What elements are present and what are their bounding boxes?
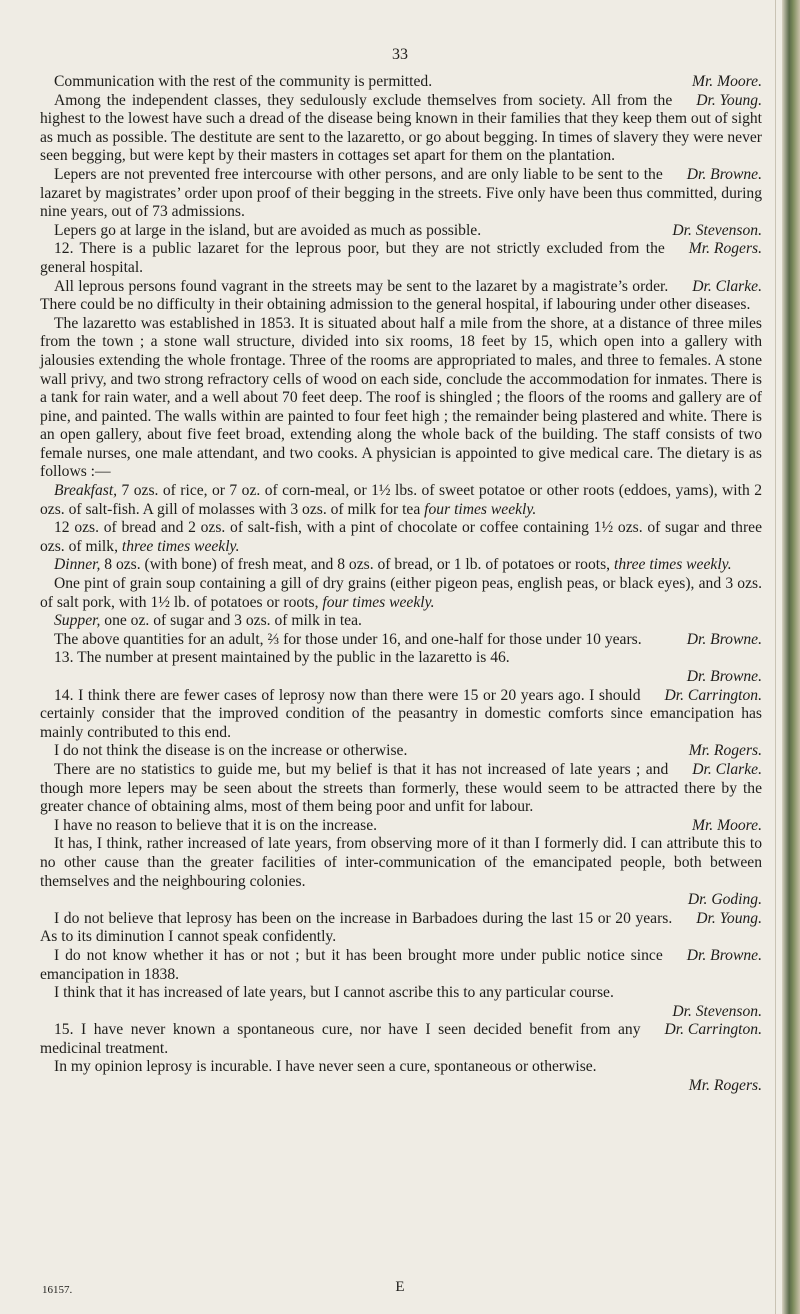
paragraph-text: There are no statistics to guide me, but my belief is that it has not increased of late years ; and though more lepers may be seen about the streets than formerly, these would seem to be attracted there by the greater chance of obtaining alms, most of them being poor and unfit for labour. bbox=[40, 760, 762, 816]
paragraph bbox=[40, 761, 762, 817]
paragraph bbox=[40, 222, 762, 241]
witness-signature: Dr. Stevenson. bbox=[672, 1002, 762, 1020]
paragraph bbox=[40, 575, 762, 612]
paragraph-text: one oz. of sugar and 3 ozs. of milk in tea. bbox=[104, 612, 362, 630]
paragraph-text: Lepers go at large in the island, but are avoided as much as possible. bbox=[54, 221, 482, 239]
paragraph-text: The lazaretto was established in 1853. It is situated about half a mile from the shore, at a distance of three miles from the town ; a stone wall structure, divided into six rooms, 18 feet by 15, which open into a gallery with jalousies extending the whole frontage. Three of the rooms are appropriated to males, and three to females. A stone wall privy, and two strong refractory cells of wood on each side, conclude the accommodation for inmates. There is a tank for rain water, and a well about 70 feet deep. The roof is shingled ; the floors of the rooms and gallery are of pine, and painted. The walls within are painted to four feet high ; the remainder being plastered and white. There is an open gallery, about five feet broad, extending along the whole back of the building. The staff consists of two female nurses, one male attendant, and two cooks. A physician is appointed to give medical care. The dietary is as follows :— bbox=[40, 314, 762, 481]
witness-signature: Mr. Rogers. bbox=[688, 742, 762, 760]
paragraph bbox=[40, 278, 762, 315]
frequency-note: four times weekly. bbox=[322, 593, 435, 611]
witness-signature: Mr. Rogers. bbox=[688, 1077, 762, 1095]
paragraph bbox=[40, 984, 762, 1003]
witness-signature: Dr. Goding. bbox=[687, 891, 762, 909]
witness-signature: Mr. Moore. bbox=[691, 73, 762, 90]
paragraph bbox=[40, 742, 762, 761]
paragraph bbox=[40, 556, 762, 575]
body-text bbox=[40, 73, 762, 1096]
paragraph-text: Lepers are not prevented free intercourse with other persons, and are only liable to be sent to the lazaret by magistrates’ order upon proof of their begging in the streets. Five only have been thus committed, during nine years, out of 73 admissions. bbox=[40, 165, 762, 221]
meal-label: Dinner, bbox=[54, 556, 101, 574]
paragraph bbox=[40, 315, 762, 482]
paragraph bbox=[40, 817, 762, 836]
paragraph bbox=[40, 947, 762, 984]
witness-signature: Mr. Rogers. bbox=[688, 240, 762, 258]
witness-signature: Mr. Moore. bbox=[691, 816, 762, 834]
paragraph bbox=[40, 910, 762, 947]
frequency-note: four times weekly. bbox=[424, 500, 537, 518]
footer-print-code: 16157. bbox=[42, 1284, 73, 1296]
witness-signature: Dr. Young. bbox=[696, 909, 762, 927]
signature-mark: E bbox=[395, 1279, 405, 1295]
paragraph-text: I do not know whether it has or not ; but it has been brought more under public notice since emancipation in 1838. bbox=[40, 946, 663, 983]
paragraph-text: One pint of grain soup containing a gill of dry grains (either pigeon peas, english peas, or black eyes), and 3 ozs. of salt pork, with 1½ lb. of potatoes or roots, bbox=[40, 575, 762, 611]
paragraph-text: 13. The number at present maintained by the public in the lazaretto is 46. bbox=[54, 649, 510, 667]
paragraph-text: The above quantities for an adult, ⅔ for those under 16, and one-half for those under 10 years. bbox=[54, 630, 642, 648]
paragraph bbox=[40, 92, 762, 166]
frequency-note: three times weekly. bbox=[613, 556, 732, 574]
paragraph-text: Among the independent classes, they sedulously exclude themselves from society. All from the highest to the lowest have such a dread of the disease being known in their families that they keep them out of sight as much as possible. The destitute are sent to the lazaretto, or go about begging. In times of slavery they were never seen begging, but were kept by their masters in cottages set apart for them on the plantation. bbox=[40, 91, 762, 165]
witness-signature: Dr. Carrington. bbox=[664, 686, 762, 704]
paragraph-text: 8 ozs. (with bone) of fresh meat, and 8 ozs. of bread, or 1 lb. of potatoes or roots, bbox=[104, 556, 611, 574]
witness-signature: Dr. Young. bbox=[696, 91, 762, 109]
witness-signature: Dr. Stevenson. bbox=[672, 221, 762, 239]
witness-signature: Dr. Carrington. bbox=[664, 1021, 762, 1039]
paragraph-text: It has, I think, rather increased of late years, from observing more of it than I formerly did. I can attribute this to no other cause than the greater facilities of inter-communication of the emancipated people, both between themselves and the neighbouring colonies. bbox=[40, 835, 762, 890]
paragraph bbox=[40, 482, 762, 519]
paragraph-text: 15. I have never known a spontaneous cure, nor have I seen decided benefit from any medicinal treatment. bbox=[40, 1021, 641, 1057]
paragraph bbox=[40, 240, 762, 277]
paragraph bbox=[40, 1058, 762, 1077]
witness-signature: Dr. Browne. bbox=[686, 630, 762, 648]
paragraph bbox=[40, 631, 762, 650]
paragraph-text: I do not believe that leprosy has been on the increase in Barbadoes during the last 15 or 20 years. As to its diminution I cannot speak confidently. bbox=[40, 909, 673, 946]
witness-signature: Dr. Browne. bbox=[686, 165, 762, 183]
paragraph-text: Communication with the rest of the community is permitted. bbox=[54, 73, 433, 90]
page-number: 33 bbox=[392, 46, 408, 63]
paragraph bbox=[40, 519, 762, 556]
paragraph bbox=[40, 612, 762, 631]
witness-signature: Dr. Browne. bbox=[686, 668, 762, 685]
paragraph-text: 7 ozs. of rice, or 7 oz. of corn-meal, or 1½ lbs. of sweet potatoe or other roots (eddoes, yams), with 2 ozs. of salt-fish. A gill of molasses with 3 ozs. of milk for tea bbox=[40, 482, 762, 518]
paragraph bbox=[40, 166, 762, 222]
paragraph bbox=[40, 1021, 762, 1058]
paragraph-text: All leprous persons found vagrant in the streets may be sent to the lazaret by a magistrate’s order. There could be no difficulty in their obtaining admission to the general hospital, if labouring under other diseases. bbox=[40, 277, 751, 314]
paragraph bbox=[40, 835, 762, 891]
paragraph bbox=[40, 687, 762, 743]
paragraph-text: I have no reason to believe that it is on the increase. bbox=[54, 816, 378, 834]
page-edge-binding bbox=[782, 0, 800, 1314]
paragraph-text: In my opinion leprosy is incurable. I have never seen a cure, spontaneous or otherwise. bbox=[54, 1058, 597, 1076]
paragraph-text: I do not think the disease is on the increase or otherwise. bbox=[54, 742, 408, 760]
paragraph-text: 12 ozs. of bread and 2 ozs. of salt-fish, with a pint of chocolate or coffee containing 1½ ozs. of sugar and three ozs. of milk, bbox=[40, 519, 762, 555]
frequency-note: three times weekly. bbox=[121, 537, 240, 555]
witness-signature: Dr. Browne. bbox=[686, 946, 762, 964]
binding-shadow-line bbox=[775, 0, 776, 1314]
witness-signature: Dr. Clarke. bbox=[692, 277, 762, 295]
paragraph bbox=[40, 73, 762, 92]
paragraph-text: 12. There is a public lazaret for the leprous poor, but they are not strictly excluded from the general hospital. bbox=[40, 240, 665, 276]
paragraph bbox=[40, 649, 762, 668]
witness-signature: Dr. Clarke. bbox=[692, 760, 762, 778]
meal-label: Breakfast, bbox=[54, 482, 118, 500]
paragraph-text: I think that it has increased of late years, but I cannot ascribe this to any particular course. bbox=[54, 984, 614, 1002]
meal-label: Supper, bbox=[54, 612, 101, 630]
paragraph-text: 14. I think there are fewer cases of leprosy now than there were 15 or 20 years ago. I should certainly consider that the improved condition of the peasantry in domestic comforts since emancipation has mainly contributed to this end. bbox=[40, 686, 762, 741]
